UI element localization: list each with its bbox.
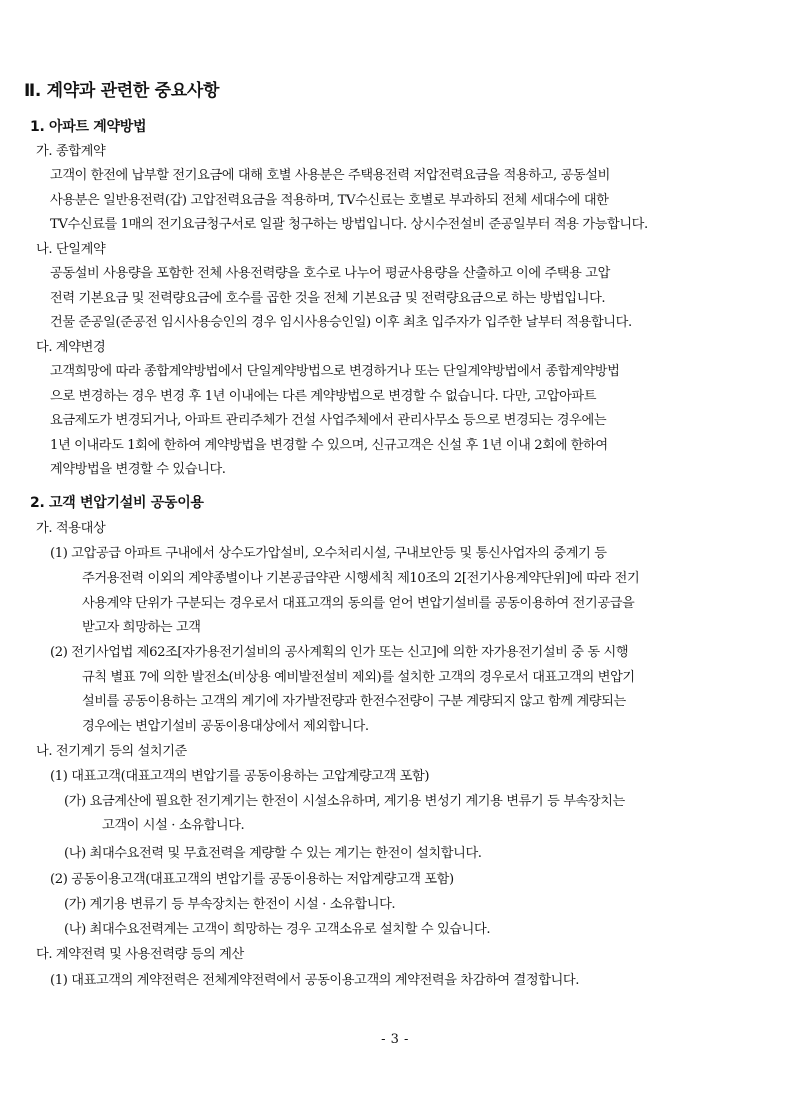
numbered-line: (1) 대표고객의 계약전력은 전체계약전력에서 공동이용고객의 계약전력을 차감하여 결정합니다. <box>50 973 580 988</box>
paragraph-line: 요금제도가 변경되거나, 아파트 관리주체가 건설 사업주체에서 관리사무소 등으로 변경되는 경우에는 <box>50 413 607 428</box>
item-heading-meter-installation: 나. 전기계기 등의 설치기준 <box>36 744 187 759</box>
paragraph-line: 고객희망에 따라 종합계약방법에서 단일계약방법으로 변경하거나 또는 단일계약방법에서 종합계약방법 <box>50 364 620 379</box>
paragraph-line: 건물 준공일(준공전 임시사용승인의 경우 임시사용승인일) 이후 최초 입주자가 입주한 날부터 적용합니다. <box>50 315 632 330</box>
paragraph-line: TV수신료를 1매의 전기요금청구서로 일괄 청구하는 방법입니다. 상시수전설비 준공일부터 적용 가능합니다. <box>50 217 648 232</box>
numbered-line-continued: 설비를 공동이용하는 고객의 계기에 자가발전량과 한전수전량이 구분 계량되지 않고 함께 계량되는 <box>82 694 626 709</box>
paragraph-line: 계약방법을 변경할 수 있습니다. <box>50 462 226 477</box>
paragraph-line: 공동설비 사용량을 포함한 전체 사용전력량을 호수로 나누어 평균사용량을 산출하고 이에 주택용 고압 <box>50 266 610 281</box>
item-heading-single-contract: 나. 단일계약 <box>36 242 106 257</box>
item-heading-applicable-target: 가. 적용대상 <box>36 521 106 536</box>
sub-numbered-line-continued: 고객이 시설 · 소유합니다. <box>102 818 245 833</box>
paragraph-line: 전력 기본요금 및 전력량요금에 호수를 곱한 것을 전체 기본요금 및 전력량요금으로 하는 방법입니다. <box>50 291 606 306</box>
numbered-line-continued: 주거용전력 이외의 계약종별이나 기본공급약관 시행세칙 제10조의 2[전기사용계약단위]에 따라 전기 <box>82 571 640 586</box>
sub-numbered-line: (가) 요금계산에 필요한 전기계기는 한전이 시설소유하며, 계기용 변성기 계기용 변류기 등 부속장치는 <box>64 794 625 809</box>
numbered-line: (2) 공동이용고객(대표고객의 변압기를 공동이용하는 저압계량고객 포함) <box>50 872 454 887</box>
paragraph-line: 으로 변경하는 경우 변경 후 1년 이내에는 다른 계약방법으로 변경할 수 없습니다. 다만, 고압아파트 <box>50 389 597 404</box>
numbered-line-continued: 경우에는 변압기설비 공동이용대상에서 제외합니다. <box>82 719 369 734</box>
subsection-title-transformer-sharing: 2. 고객 변압기설비 공동이용 <box>30 495 204 511</box>
numbered-line: (1) 대표고객(대표고객의 변압기를 공동이용하는 고압계량고객 포함) <box>50 769 430 784</box>
item-heading-contract-change: 다. 계약변경 <box>36 340 106 355</box>
subsection-title-apartment-contract: 1. 아파트 계약방법 <box>30 119 147 135</box>
numbered-line: (2) 전기사업법 제62조[자가용전기설비의 공사계획의 인가 또는 신고]에 의한 자가용전기설비 중 동 시행 <box>50 645 629 660</box>
sub-numbered-line: (나) 최대수요전력계는 고객이 희망하는 경우 고객소유로 설치할 수 있습니다. <box>64 922 491 937</box>
numbered-line-continued: 받고자 희망하는 고객 <box>82 620 201 635</box>
numbered-line-continued: 사용계약 단위가 구분되는 경우로서 대표고객의 동의를 얻어 변압기설비를 공동이용하여 전기공급을 <box>82 596 635 611</box>
item-heading-combined-contract: 가. 종합계약 <box>36 144 106 159</box>
paragraph-line: 고객이 한전에 납부할 전기요금에 대해 호별 사용분은 주택용전력 저압전력요금을 적용하고, 공동설비 <box>50 168 610 183</box>
numbered-line-continued: 규칙 별표 7에 의한 발전소(비상용 예비발전설비 제외)를 설치한 고객의 경우로서 대표고객의 변압기 <box>82 670 635 685</box>
sub-numbered-line: (가) 계기용 변류기 등 부속장치는 한전이 시설 · 소유합니다. <box>64 897 396 912</box>
paragraph-line: 사용분은 일반용전력(갑) 고압전력요금을 적용하며, TV수신료는 호별로 부과하되 전체 세대수에 대한 <box>50 193 609 208</box>
section-title: Ⅱ. 계약과 관련한 중요사항 <box>24 81 220 101</box>
paragraph-line: 1년 이내라도 1회에 한하여 계약방법을 변경할 수 있으며, 신규고객은 신설 후 1년 이내 2회에 한하여 <box>50 438 608 453</box>
item-heading-contract-power-calc: 다. 계약전력 및 사용전력량 등의 계산 <box>36 947 244 962</box>
sub-numbered-line: (나) 최대수요전력 및 무효전력을 계량할 수 있는 계기는 한전이 설치합니다. <box>64 846 482 861</box>
numbered-line: (1) 고압공급 아파트 구내에서 상수도가압설비, 오수처리시설, 구내보안등 및 통신사업자의 중계기 등 <box>50 546 607 561</box>
page-number: - 3 - <box>381 1032 409 1047</box>
